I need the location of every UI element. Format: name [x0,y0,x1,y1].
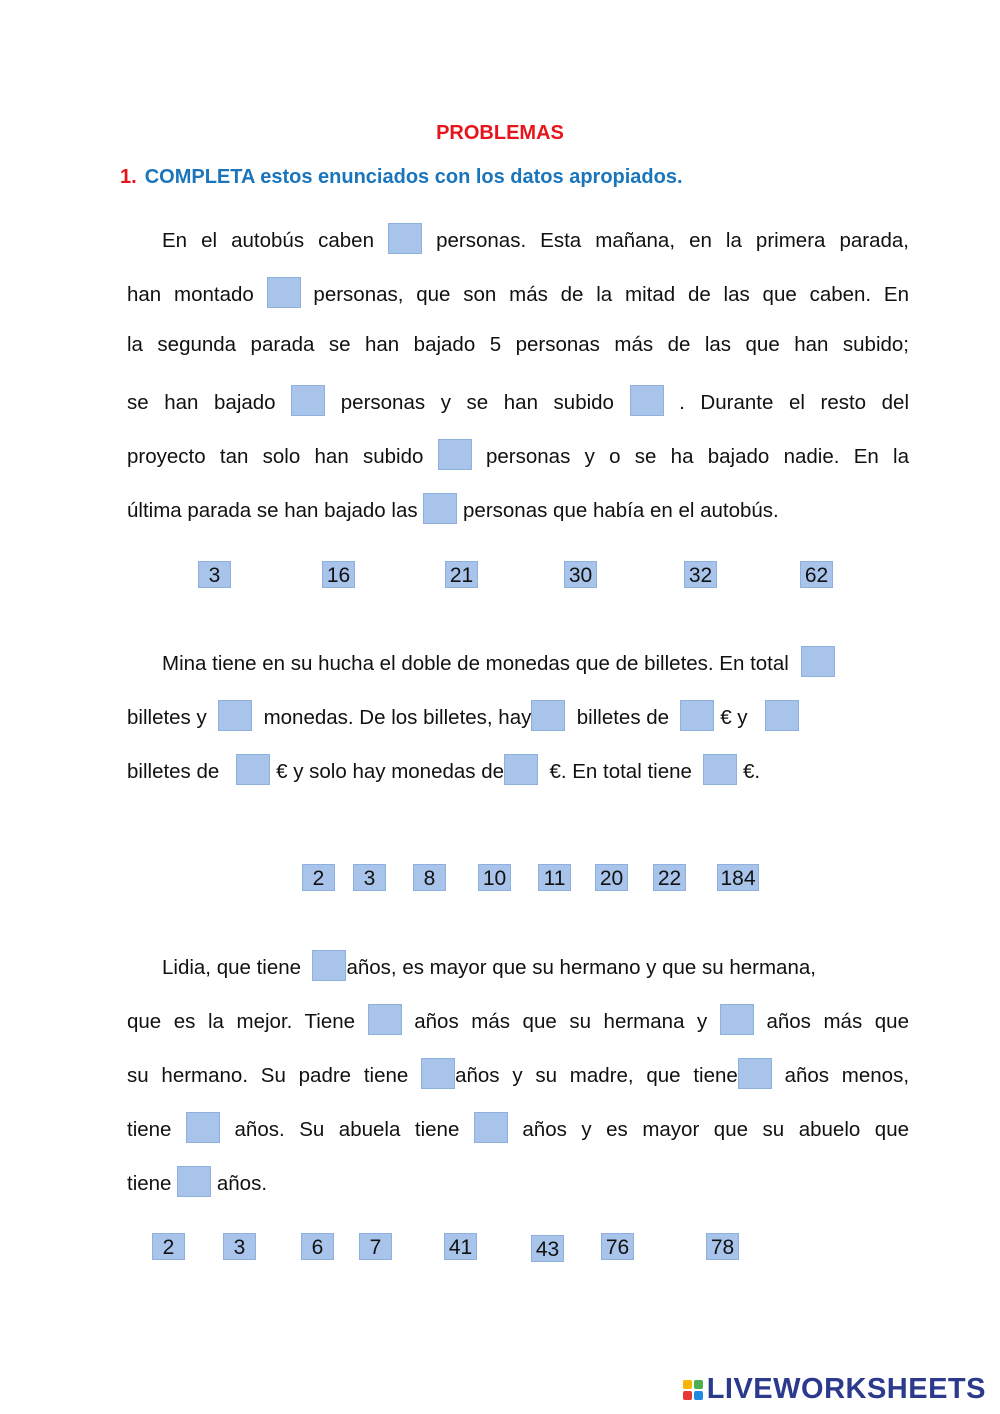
answer-blank[interactable] [368,1004,402,1035]
answer-option[interactable]: 10 [478,864,511,891]
answer-blank[interactable] [423,493,457,524]
answer-option[interactable]: 16 [322,561,355,588]
answer-blank[interactable] [388,223,422,254]
brand-name: LIVEWORKSHEETS [706,1373,986,1405]
answer-blank[interactable] [186,1112,220,1143]
instruction [120,166,683,189]
problem1-line-1: En el autobús caben personas. Esta mañana, en la primera parada, [127,223,909,255]
problem3-line-1: Lidia, que tiene años, es mayor que su hermano y que su hermana, [127,950,909,982]
answer-blank[interactable] [630,385,664,416]
answer-option[interactable]: 3 [223,1233,256,1260]
answer-blank[interactable] [312,950,346,981]
problem1-line-2: han montado personas, que son más de la mitad de las que caben. En [127,277,909,309]
answer-blank[interactable] [801,646,835,677]
answer-blank[interactable] [291,385,325,416]
problem1-line-3: la segunda parada se han bajado 5 personas más de las que han subido; [127,333,909,356]
answer-blank[interactable] [765,700,799,731]
answer-blank[interactable] [421,1058,455,1089]
problem1-line-6: última parada se han bajado las personas que había en el autobús. [127,493,909,525]
instruction-number: 1. [120,166,137,188]
answer-option[interactable]: 78 [706,1233,739,1260]
answer-blank[interactable] [218,700,252,731]
answer-blank[interactable] [531,700,565,731]
problem1-line-5: proyecto tan solo han subido personas y o se ha bajado nadie. En la [127,439,909,471]
answer-blank[interactable] [177,1166,211,1197]
problem3-line-5: tiene años. [127,1166,909,1198]
problem3-line-3: su hermano. Su padre tiene años y su madre, que tiene años menos, [127,1058,909,1090]
answer-blank[interactable] [720,1004,754,1035]
problem2-line-2: billetes y monedas. De los billetes, hay billetes de € y [127,700,909,732]
answer-option[interactable]: 184 [717,864,759,891]
brand-logo[interactable] [683,1373,986,1406]
answer-blank[interactable] [703,754,737,785]
answer-option[interactable]: 2 [152,1233,185,1260]
answer-option[interactable]: 30 [564,561,597,588]
answer-option[interactable]: 76 [601,1233,634,1260]
answer-blank[interactable] [474,1112,508,1143]
problem2-line-1: Mina tiene en su hucha el doble de monedas que de billetes. En total [127,646,927,678]
answer-option[interactable]: 3 [353,864,386,891]
problem2-line-3: billetes de € y solo hay monedas de €. En total tiene €. [127,754,909,786]
page-title: PROBLEMAS [436,122,564,144]
answer-option[interactable]: 41 [444,1233,477,1260]
answer-blank[interactable] [680,700,714,731]
problem3-line-4: tiene años. Su abuela tiene años y es mayor que su abuelo que [127,1112,909,1144]
answer-option[interactable]: 20 [595,864,628,891]
answer-blank[interactable] [438,439,472,470]
answer-option[interactable]: 7 [359,1233,392,1260]
answer-blank[interactable] [738,1058,772,1089]
answer-option[interactable]: 43 [531,1235,564,1262]
liveworksheets-mark-icon [683,1380,703,1400]
answer-option[interactable]: 62 [800,561,833,588]
answer-blank[interactable] [504,754,538,785]
answer-option[interactable]: 3 [198,561,231,588]
answer-option[interactable]: 11 [538,864,571,891]
instruction-text: COMPLETA estos enunciados con los datos apropiados. [144,166,683,188]
problem3-line-2: que es la mejor. Tiene años más que su hermana y años más que [127,1004,909,1036]
answer-blank[interactable] [236,754,270,785]
answer-option[interactable]: 21 [445,561,478,588]
answer-option[interactable]: 22 [653,864,686,891]
answer-option[interactable]: 8 [413,864,446,891]
problem1-line-4: se han bajado personas y se han subido . Durante el resto del [127,385,909,417]
answer-blank[interactable] [267,277,301,308]
answer-option[interactable]: 2 [302,864,335,891]
answer-option[interactable]: 32 [684,561,717,588]
answer-option[interactable]: 6 [301,1233,334,1260]
